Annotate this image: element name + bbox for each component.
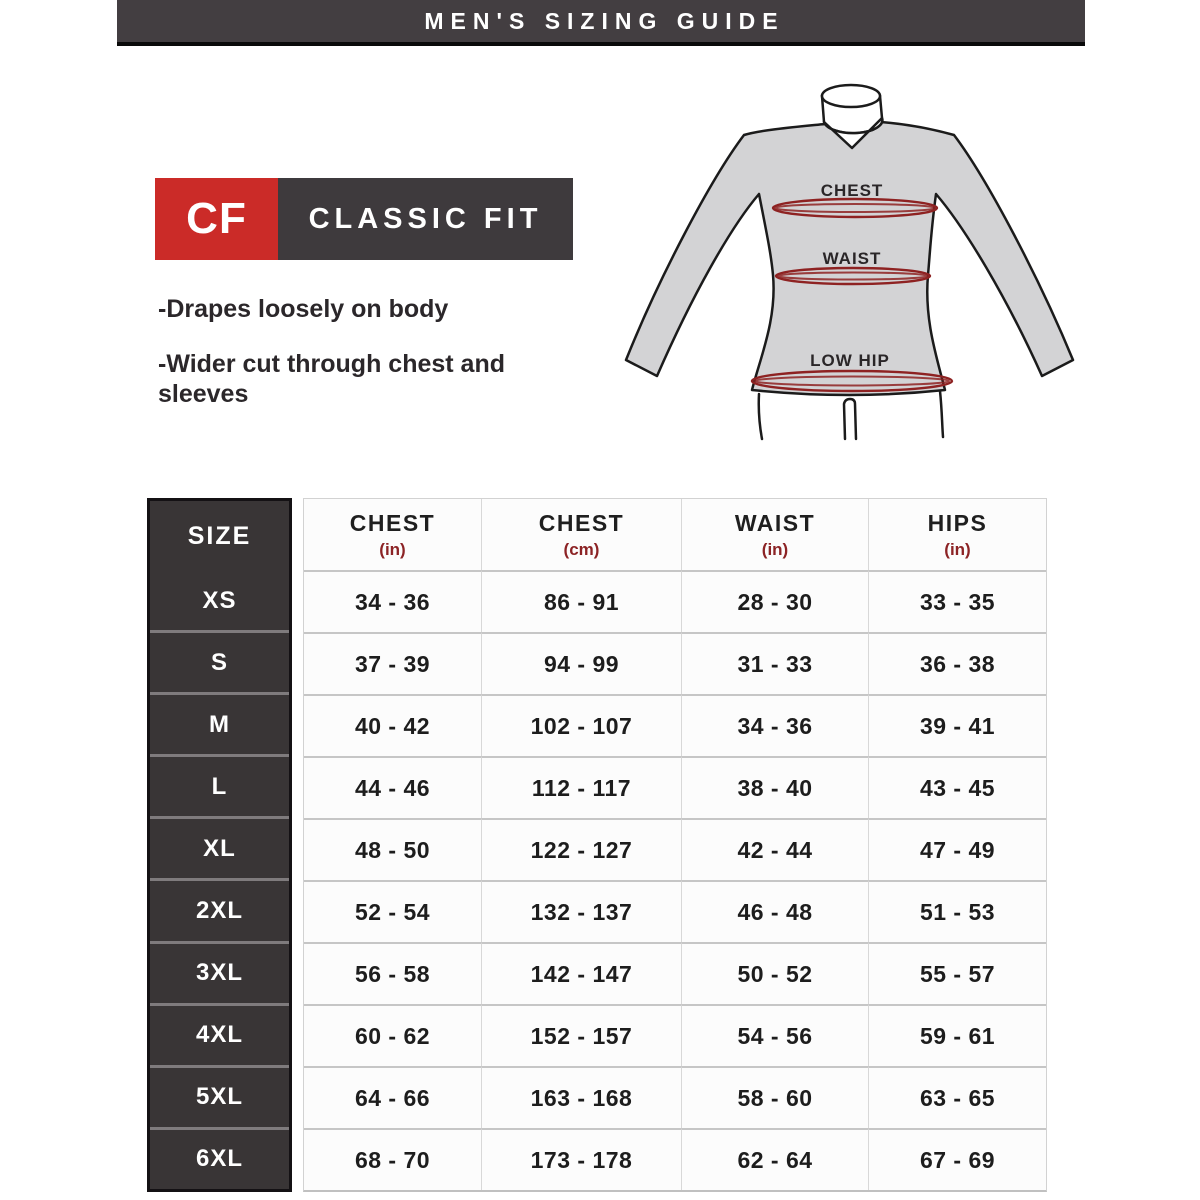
cell-waist-in: 58 - 60 <box>681 1066 868 1128</box>
fit-notes <box>158 294 600 434</box>
fit-badge <box>155 178 573 260</box>
size-cell: S <box>150 630 289 692</box>
cell-hips-in: 47 - 49 <box>868 818 1046 880</box>
column-label: CHEST <box>538 509 625 536</box>
cell-chest-cm: 173 - 178 <box>481 1128 681 1190</box>
cell-waist-in: 31 - 33 <box>681 632 868 694</box>
column-unit: (in) <box>944 539 971 559</box>
cell-hips-in: 67 - 69 <box>868 1128 1046 1190</box>
cell-waist-in: 34 - 36 <box>681 694 868 756</box>
column-header-chest-in <box>304 499 481 570</box>
cell-chest-in: 48 - 50 <box>304 818 481 880</box>
size-column <box>147 498 292 1192</box>
fit-note: -Wider cut through chest and sleeves <box>158 349 505 408</box>
size-cell: 5XL <box>150 1065 289 1127</box>
column-label: HIPS <box>927 509 988 536</box>
fit-abbr-badge: CF <box>155 178 278 260</box>
cell-hips-in: 43 - 45 <box>868 756 1046 818</box>
cell-hips-in: 39 - 41 <box>868 694 1046 756</box>
column-header-hips-in <box>868 499 1046 570</box>
size-cell: XL <box>150 816 289 878</box>
cell-waist-in: 62 - 64 <box>681 1128 868 1190</box>
neck-opening <box>822 85 880 107</box>
size-cell: 6XL <box>150 1127 289 1189</box>
size-cell: L <box>150 754 289 816</box>
cell-chest-cm: 152 - 157 <box>481 1004 681 1066</box>
size-cell: 4XL <box>150 1003 289 1065</box>
cell-waist-in: 46 - 48 <box>681 880 868 942</box>
column-header-waist-in <box>681 499 868 570</box>
cell-hips-in: 59 - 61 <box>868 1004 1046 1066</box>
size-cell: M <box>150 692 289 754</box>
size-cell: XS <box>202 586 237 614</box>
cell-chest-cm: 102 - 107 <box>481 694 681 756</box>
cell-chest-cm: 94 - 99 <box>481 632 681 694</box>
column-header-chest-cm <box>481 499 681 570</box>
cell-hips-in: 33 - 35 <box>868 570 1046 632</box>
column-unit: (in) <box>379 539 406 559</box>
size-cell: 3XL <box>150 941 289 1003</box>
size-cell: 2XL <box>150 878 289 940</box>
cell-chest-cm: 112 - 117 <box>481 756 681 818</box>
cell-chest-cm: 163 - 168 <box>481 1066 681 1128</box>
banner-title: MEN'S SIZING GUIDE <box>424 7 785 34</box>
cell-chest-cm: 132 - 137 <box>481 880 681 942</box>
fit-label-badge: CLASSIC FIT <box>278 178 573 260</box>
column-unit: (cm) <box>563 539 600 559</box>
cell-chest-in: 34 - 36 <box>304 570 481 632</box>
cell-chest-cm: 122 - 127 <box>481 818 681 880</box>
cell-waist-in: 42 - 44 <box>681 818 868 880</box>
cell-chest-in: 56 - 58 <box>304 942 481 1004</box>
waist-label: WAIST <box>822 249 882 268</box>
cell-hips-in: 36 - 38 <box>868 632 1046 694</box>
cell-chest-in: 68 - 70 <box>304 1128 481 1190</box>
cell-chest-in: 44 - 46 <box>304 756 481 818</box>
cell-chest-in: 60 - 62 <box>304 1004 481 1066</box>
column-unit: (in) <box>761 539 789 559</box>
cell-hips-in: 51 - 53 <box>868 880 1046 942</box>
cell-waist-in: 50 - 52 <box>681 942 868 1004</box>
cell-chest-in: 64 - 66 <box>304 1066 481 1128</box>
fit-note: -Drapes loosely on body <box>158 295 449 323</box>
column-label: WAIST <box>734 509 816 536</box>
shirt-diagram <box>600 58 1100 483</box>
cell-hips-in: 63 - 65 <box>868 1066 1046 1128</box>
size-header-cell: SIZE <box>187 521 252 550</box>
sizing-guide-banner <box>117 0 1085 46</box>
hip-lines <box>759 391 943 439</box>
cell-chest-in: 52 - 54 <box>304 880 481 942</box>
chest-label: CHEST <box>820 181 884 200</box>
cell-waist-in: 54 - 56 <box>681 1004 868 1066</box>
size-chart-table <box>303 498 1047 1192</box>
cell-chest-cm: 86 - 91 <box>481 570 681 632</box>
cell-waist-in: 28 - 30 <box>681 570 868 632</box>
cell-chest-in: 40 - 42 <box>304 694 481 756</box>
low-hip-label: LOW HIP <box>810 351 890 370</box>
column-label: CHEST <box>349 509 436 536</box>
cell-waist-in: 38 - 40 <box>681 756 868 818</box>
cell-chest-cm: 142 - 147 <box>481 942 681 1004</box>
cell-chest-in: 37 - 39 <box>304 632 481 694</box>
cell-hips-in: 55 - 57 <box>868 942 1046 1004</box>
